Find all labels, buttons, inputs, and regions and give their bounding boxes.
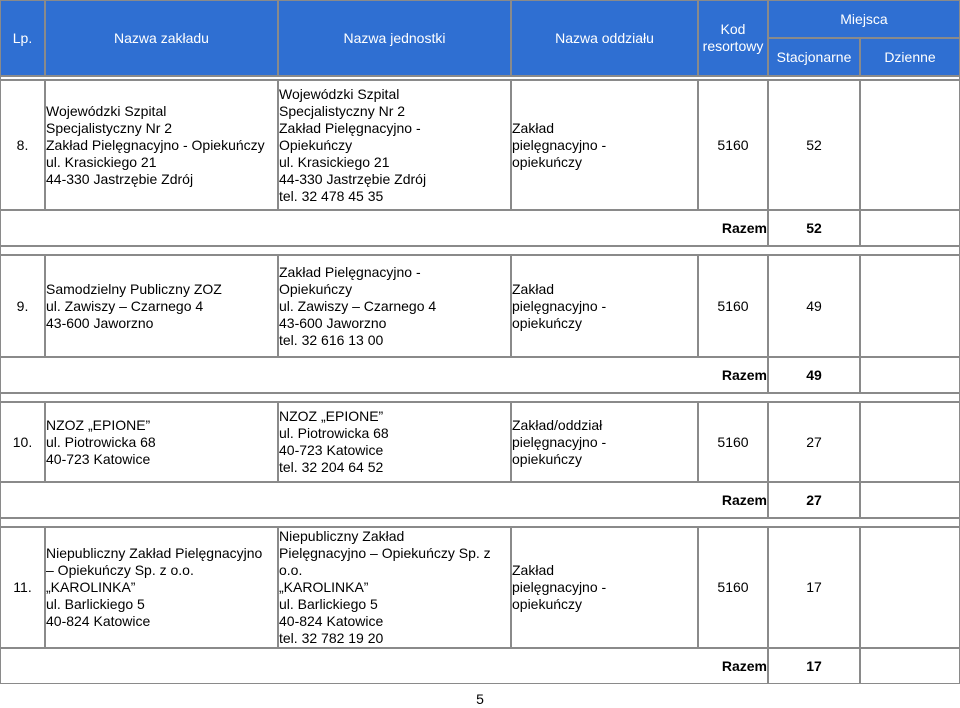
row-nazwa-oddzialu <box>511 255 698 357</box>
text-line: ul. Barlickiego 5 <box>46 596 145 612</box>
text-line: Specjalistyczny Nr 2 <box>46 119 173 136</box>
text-line: Wojewódzki Szpital <box>279 85 400 102</box>
text-line: NZOZ „EPIONE” <box>46 416 151 433</box>
row-kod-resortowy: 5160 <box>698 80 768 210</box>
text-line: ul. Barlickiego 5 <box>279 596 378 612</box>
row-dzienne <box>860 255 960 357</box>
text-line: opiekuńczy <box>512 153 583 170</box>
text-line: 40-723 Katowice <box>46 450 151 467</box>
table-row <box>0 255 960 357</box>
text-line: opiekuńczy <box>512 314 583 331</box>
header-nazwa-oddzialu: Nazwa oddziału <box>511 0 698 76</box>
text-line: – Opiekuńczy Sp. z o.o. <box>46 562 194 578</box>
razem-value: 27 <box>768 482 860 518</box>
razem-label: Razem <box>0 482 768 518</box>
row-lp: 10. <box>0 402 45 482</box>
gap-cell <box>0 518 960 527</box>
text-line: Zakład Pielęgnacyjno - <box>279 119 421 136</box>
row-nazwa-zakladu <box>45 255 278 357</box>
row-nazwa-zakladu <box>45 527 278 648</box>
text-line: Zakład <box>512 562 555 578</box>
razem-row <box>0 210 960 246</box>
header-nazwa-jednostki: Nazwa jednostki <box>278 0 511 76</box>
text-line: pielęgnacyjno - <box>512 297 607 314</box>
text-line: ul. Piotrowicka 68 <box>279 425 389 441</box>
text-line: tel. 32 204 64 52 <box>279 459 384 475</box>
header-stacjonarne: Stacjonarne <box>768 38 860 76</box>
razem-dzienne <box>860 357 960 393</box>
text-line: 44-330 Jastrzębie Zdrój <box>46 170 194 187</box>
text-line: ul. Zawiszy – Czarnego 4 <box>279 297 437 314</box>
gap-cell <box>0 393 960 402</box>
text-line: 44-330 Jastrzębie Zdrój <box>279 170 427 187</box>
row-kod-resortowy: 5160 <box>698 527 768 648</box>
razem-label: Razem <box>0 357 768 393</box>
header-miejsca: Miejsca <box>768 0 960 38</box>
row-stacjonarne: 49 <box>768 255 860 357</box>
row-lp: 9. <box>0 255 45 357</box>
text-line: Niepubliczny Zakład Pielęgnacyjno <box>46 545 263 561</box>
text-line: Samodzielny Publiczny ZOZ <box>46 280 222 297</box>
razem-row <box>0 482 960 518</box>
row-nazwa-jednostki <box>278 255 511 357</box>
row-nazwa-oddzialu <box>511 80 698 210</box>
row-nazwa-zakladu <box>45 80 278 210</box>
row-nazwa-jednostki <box>278 527 511 648</box>
razem-value: 17 <box>768 648 860 684</box>
text-line: opiekuńczy <box>512 596 583 612</box>
text-line: ul. Piotrowicka 68 <box>46 433 156 450</box>
row-gap <box>0 246 960 255</box>
text-line: tel. 32 616 13 00 <box>279 331 384 348</box>
text-line: pielęgnacyjno - <box>512 579 607 595</box>
text-line: 43-600 Jaworzno <box>46 314 154 331</box>
row-nazwa-zakladu <box>45 402 278 482</box>
text-line: ul. Krasickiego 21 <box>46 153 157 170</box>
table-row <box>0 80 960 210</box>
row-stacjonarne: 17 <box>768 527 860 648</box>
text-line: Specjalistyczny Nr 2 <box>279 102 406 119</box>
header-kod-resortowy: Kod resortowy <box>698 0 768 76</box>
razem-row <box>0 648 960 684</box>
row-dzienne <box>860 527 960 648</box>
header-lp: Lp. <box>0 0 45 76</box>
razem-value: 49 <box>768 357 860 393</box>
row-stacjonarne: 52 <box>768 80 860 210</box>
row-nazwa-oddzialu <box>511 402 698 482</box>
razem-label: Razem <box>0 648 768 684</box>
text-line: Zakład <box>512 119 555 136</box>
page-number: 5 <box>476 691 484 707</box>
row-nazwa-jednostki <box>278 402 511 482</box>
text-line: tel. 32 782 19 20 <box>279 630 384 646</box>
text-line: ul. Zawiszy – Czarnego 4 <box>46 297 204 314</box>
text-line: Zakład/oddział <box>512 416 603 433</box>
row-stacjonarne: 27 <box>768 402 860 482</box>
razem-dzienne <box>860 648 960 684</box>
text-line: ul. Krasickiego 21 <box>279 153 390 170</box>
razem-row <box>0 357 960 393</box>
row-dzienne <box>860 80 960 210</box>
row-lp: 8. <box>0 80 45 210</box>
text-line: opiekuńczy <box>512 450 583 467</box>
text-line: Wojewódzki Szpital <box>46 102 167 119</box>
row-kod-resortowy: 5160 <box>698 255 768 357</box>
text-line: NZOZ „EPIONE” <box>279 408 384 424</box>
text-line: o.o. <box>279 562 303 578</box>
text-line: 40-723 Katowice <box>279 442 384 458</box>
row-gap <box>0 393 960 402</box>
row-nazwa-jednostki <box>278 80 511 210</box>
text-line: Opiekuńczy <box>279 280 353 297</box>
text-line: Opiekuńczy <box>279 136 353 153</box>
gap-cell <box>0 246 960 255</box>
text-line: Zakład Pielęgnacyjno - <box>279 263 421 280</box>
table-row <box>0 402 960 482</box>
razem-label: Razem <box>0 210 768 246</box>
text-line: „KAROLINKA” <box>46 579 136 595</box>
text-line: 43-600 Jaworzno <box>279 314 387 331</box>
text-line: „KAROLINKA” <box>279 579 369 595</box>
header-dzienne: Dzienne <box>860 38 960 76</box>
text-line: Pielęgnacyjno – Opiekuńczy Sp. z <box>279 545 491 561</box>
text-line: 40-824 Katowice <box>279 613 384 629</box>
razem-value: 52 <box>768 210 860 246</box>
row-kod-resortowy: 5160 <box>698 402 768 482</box>
text-line: Zakład Pielęgnacyjno - Opiekuńczy <box>46 136 265 153</box>
row-gap <box>0 518 960 527</box>
text-line: pielęgnacyjno - <box>512 433 607 450</box>
row-dzienne <box>860 402 960 482</box>
table-row <box>0 527 960 648</box>
text-line: tel. 32 478 45 35 <box>279 187 384 204</box>
header-nazwa-zakladu: Nazwa zakładu <box>45 0 278 76</box>
text-line: 40-824 Katowice <box>46 613 151 629</box>
row-lp: 11. <box>0 527 45 648</box>
text-line: Zakład <box>512 280 555 297</box>
text-line: pielęgnacyjno - <box>512 136 607 153</box>
razem-dzienne <box>860 210 960 246</box>
row-nazwa-oddzialu <box>511 527 698 648</box>
text-line: Niepubliczny Zakład <box>279 528 405 544</box>
razem-dzienne <box>860 482 960 518</box>
